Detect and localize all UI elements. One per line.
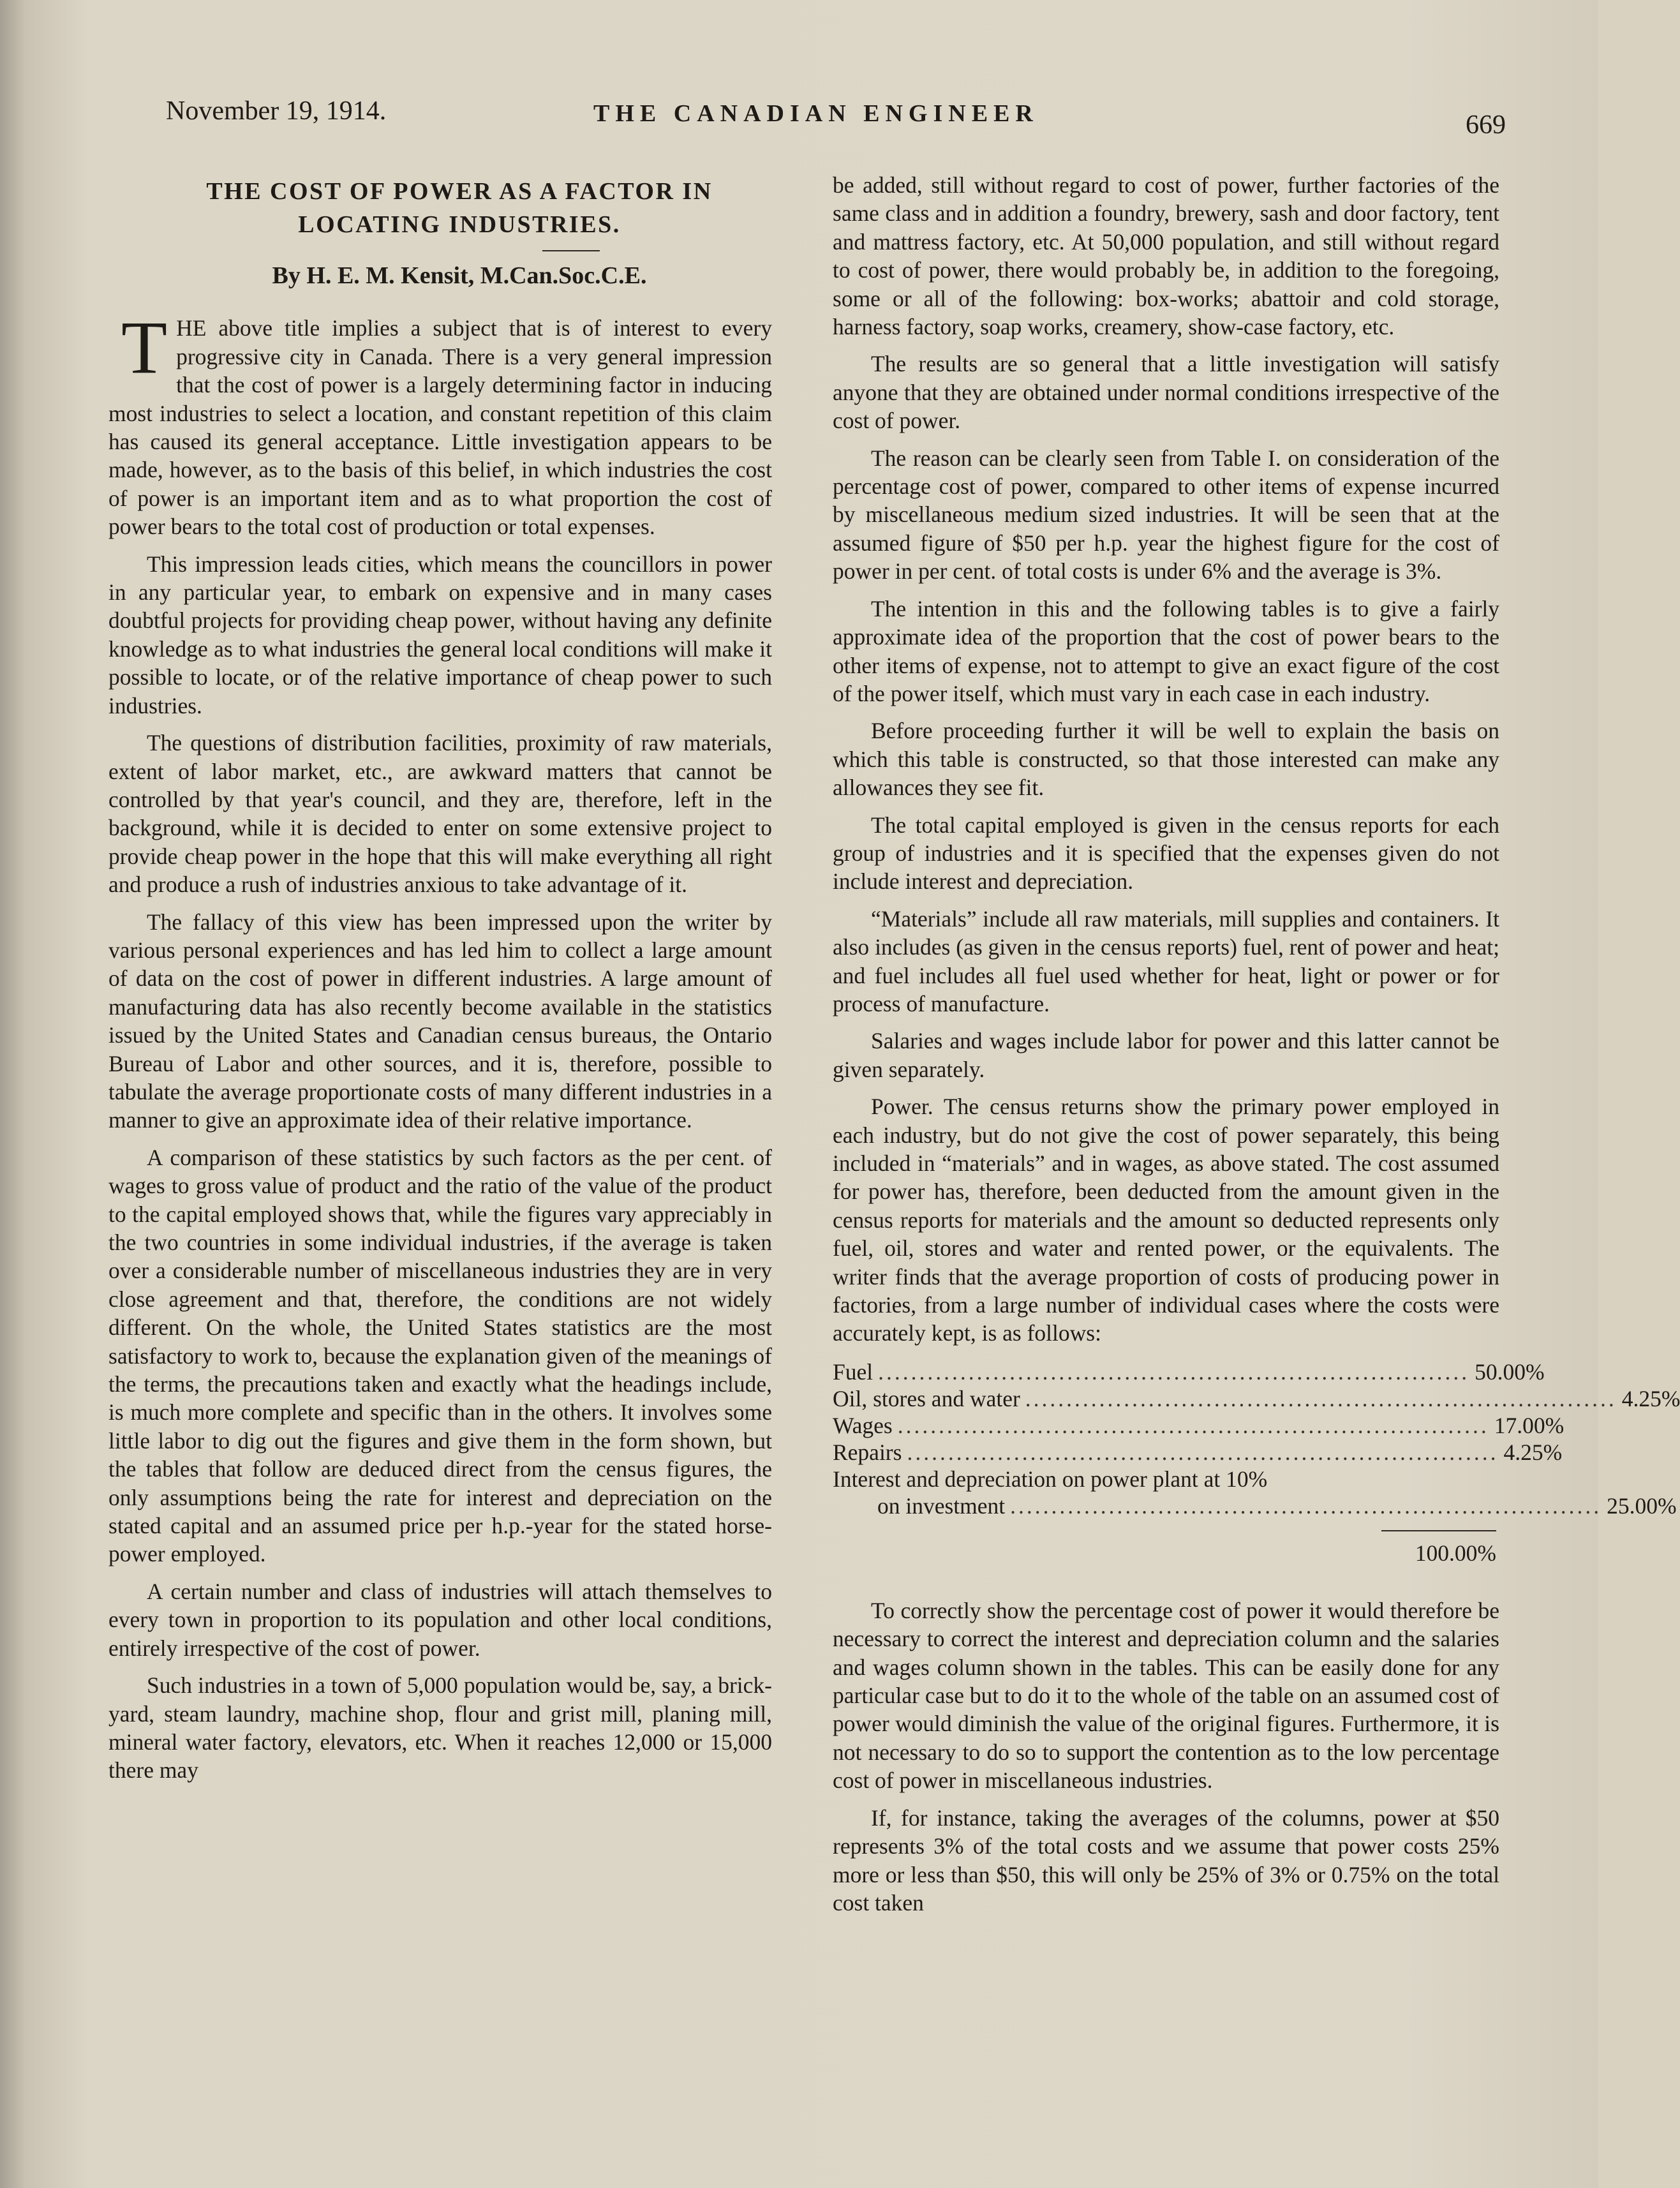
paragraph: “Materials” include all raw materials, mill supplies and containers. It also includes (as given in the census reports) fuel, rent of power and heat; and fuel includes all fuel used whether for heat, light or power or for process of manufacture.: [833, 905, 1499, 1016]
table-row: [833, 1438, 1563, 1465]
paragraph: A comparison of these statistics by such factors as the per cent. of wages to gross value of product and the ratio of the value of the product to the capital employed shows that, while the figures vary appreciably in the two countries in some individual industries, if the average is taken over a considerable number of miscellaneous industries they are in very close agreement and that, therefore, the conditions are not widely different. On the whole, the United States statistics are the most satisfactory to work to, because the explanation given of the meanings of the terms, the precautions taken and exactly what the headings include, is much more complete and specific than in the others. It involves some little labor to dig out the figures and give them in the form shown, but the tables that follow are deduced direct from the census figures, the only assumptions being the rate for interest and depreciation on the stated capital and an assumed price per h.p.-year for the stated horse-power employed.: [108, 1144, 772, 1567]
left-column: [108, 171, 772, 1794]
paragraph: Such industries in a town of 5,000 population would be, say, a brick-yard, steam laundry, machine shop, flour and grist mill, planing mill, mineral water factory, elevators, etc. When it reaches 12,000 or 15,000 there may: [108, 1672, 772, 1783]
table-row: [833, 1385, 1680, 1411]
row-label: Oil, stores and water: [833, 1385, 1020, 1411]
row-label: on investment: [877, 1492, 1006, 1519]
drop-cap: T: [121, 306, 168, 390]
paragraph: The questions of distribution facilities, proximity of raw materials, extent of labor market, etc., are awkward matters that cannot be controlled by that year's council, and they are, therefore, left in the background, while it is decided to enter on some extensive project to provide cheap power in the hope that this will make everything all right and produce a rush of industries anxious to take advantage of it.: [108, 730, 772, 898]
row-label: Interest and depreciation on power plant at 10%: [833, 1466, 1268, 1492]
journal-name: THE CANADIAN ENGINEER: [593, 100, 1039, 127]
table-row: [833, 1411, 1565, 1438]
article-title-line-1: THE COST OF POWER AS A FACTOR IN: [206, 178, 713, 205]
page-number: 669: [1466, 110, 1506, 140]
running-head: [166, 96, 1506, 140]
paragraph: The intention in this and the following tables is to give a fairly approximate idea of the proportion that the cost of power bears to the other items of expense, not to attempt to give an exact figure of the cost of the power itself, which must vary in each case in each industry.: [833, 595, 1499, 706]
paragraph: [108, 306, 772, 540]
right-column: [833, 171, 1680, 1926]
byline: By H. E. M. Kensit, M.Can.Soc.C.E.: [272, 262, 647, 289]
paragraph: The reason can be clearly seen from Table I. on consideration of the percentage cost of power, compared to other items of expense incurred by miscellaneous medium sized industries. It will be seen that at the assumed figure of $50 per h.p. year the highest figure for the cost of power in per cent. of total costs is under 6% and the average is 3%.: [833, 445, 1499, 584]
leader-dots: ........................................................................: [897, 1412, 1489, 1438]
paragraph: be added, still without regard to cost of power, further factories of the same class and in addition a foundry, brewery, sash and door factory, tent and mattress factory, etc. At 50,000 population, and still without regard to cost of power, there would probably be, in addition to the foregoing, some or all of the following: box-works; abattoir and cold storage, harness factory, soap works, creamery, show-case factory, etc.: [833, 172, 1499, 340]
row-value: 50.00%: [1475, 1358, 1545, 1385]
paragraph: Before proceeding further it will be well to explain the basis on which this table is constructed, so that those interested can make any allowances they see fit.: [833, 718, 1499, 801]
table-row: [833, 1492, 1677, 1519]
leader-dots: ........................................................................: [907, 1439, 1499, 1465]
row-value: 25.00%: [1607, 1492, 1677, 1519]
table-row: [833, 1465, 1496, 1492]
article-title: [147, 175, 772, 241]
article-title-line-2: LOCATING INDUSTRIES.: [298, 211, 621, 238]
paragraph: The fallacy of this view has been impressed upon the writer by various personal experiences and has led him to collect a large amount of data on the cost of power in different industries. A large amount of manufacturing data has also recently become available in the statistics issued by the United States and Canadian census bureaus, the Ontario Bureau of Labor and other sources, and it is, therefore, possible to tabulate the average proportionate costs of many different industries in a manner to give an approximate idea of their relative importance.: [108, 909, 772, 1133]
row-label: Repairs: [833, 1439, 902, 1465]
title-rule: [542, 250, 600, 251]
paragraph: To correctly show the percentage cost of power it would therefore be necessary to correct the interest and depreciation column and the salaries and wages column shown in the tables. This can be easily done for any particular case but to do it to the whole of the table on an assumed cost of power would diminish the value of the original figures. Furthermore, it is not necessary to do so to support the contention as to the low percentage cost of power in miscellaneous industries.: [833, 1597, 1499, 1794]
row-label: Fuel: [833, 1358, 873, 1385]
leader-dots: ........................................................................: [1010, 1492, 1602, 1519]
leader-dots: ........................................................................: [878, 1358, 1470, 1385]
row-value: 17.00%: [1494, 1412, 1565, 1438]
paragraph: A certain number and class of industries will attach themselves to every town in proportion to its population and other local conditions, entirely irrespective of the cost of power.: [108, 1578, 772, 1661]
paragraph: Power. The census returns show the primary power employed in each industry, but do not give the cost of power separately, this being included in “materials” and in wages, as above stated. The cost assumed for power has, therefore, been deducted from the amount given in the census reports for materials and the amount so deducted represents only fuel, oil, stores and water and rented power, or the equivalents. The writer finds that the average proportion of costs of producing power in factories, from a large number of individual cases where the costs were accurately kept, is as follows:: [833, 1094, 1499, 1346]
row-value: 4.25%: [1621, 1385, 1680, 1411]
power-cost-table: [833, 1358, 1680, 1567]
row-value: 4.25%: [1503, 1439, 1563, 1465]
total-rule: [1381, 1530, 1496, 1531]
table-total: 100.00%: [1415, 1540, 1496, 1566]
paragraph: If, for instance, taking the averages of the columns, power at $50 represents 3% of the total costs and we assume that power costs 25% more or less than $50, this will only be 25% of 3% or 0.75% on the total cost taken: [833, 1805, 1499, 1916]
paragraph: Salaries and wages include labor for power and this latter cannot be given separately.: [833, 1028, 1499, 1082]
paragraph: This impression leads cities, which means the councillors in power in any particular year, to embark on expensive and in many cases doubtful projects for providing cheap power, without having any definite knowledge as to what industries the general local conditions will make it possible to locate, or of the relative importance of cheap power to such industries.: [108, 551, 772, 718]
issue-date: November 19, 1914.: [166, 96, 387, 126]
row-label: Wages: [833, 1412, 893, 1438]
leader-dots: ........................................................................: [1025, 1385, 1617, 1411]
table-row: [833, 1358, 1545, 1385]
paragraph-text: HE above title implies a subject that is of interest to every progressive city in Canada. There is a very general impression that the cost of power is a largely determining factor in inducing most industries to select a location, and constant repetition of this claim has caused its general acceptance. Little investigation appears to be made, however, as to the basis of this belief, in which industries the cost of power is an important item and as to what proportion the cost of power bears to the total cost of production or total expenses.: [108, 315, 772, 540]
paragraph: The results are so general that a little investigation will satisfy anyone that they are obtained under normal conditions irrespective of the cost of power.: [833, 351, 1499, 434]
paragraph: The total capital employed is given in the census reports for each group of industries and it is specified that the expenses given do not include interest and depreciation.: [833, 812, 1499, 895]
